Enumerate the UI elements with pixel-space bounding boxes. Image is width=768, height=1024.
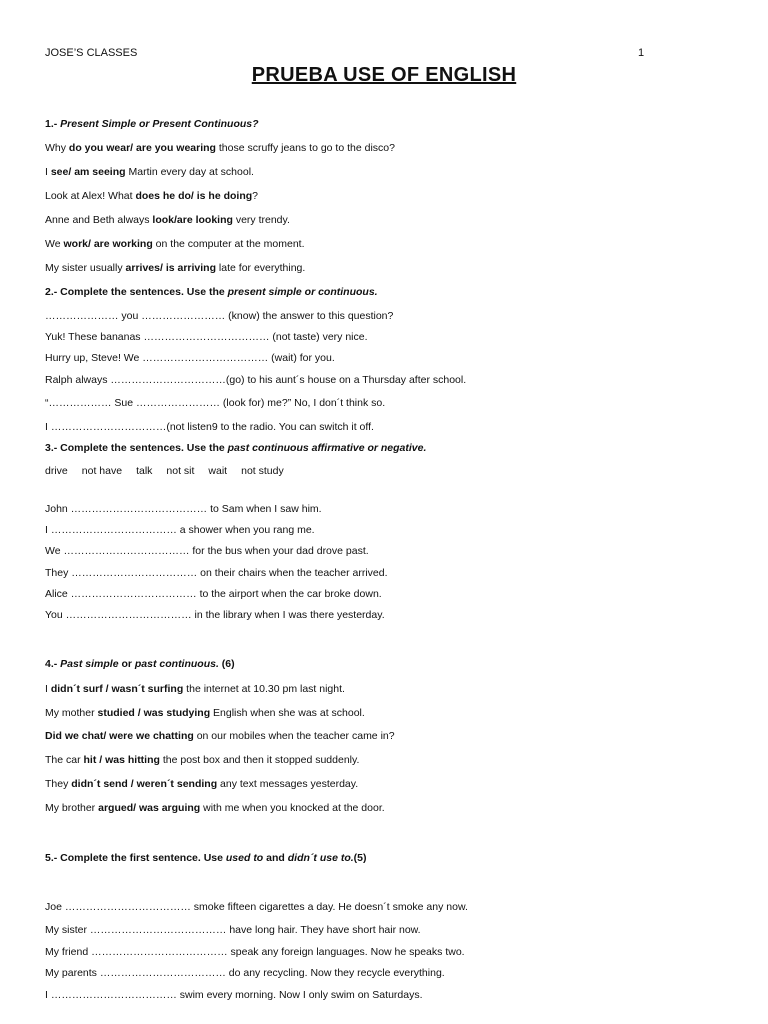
- s3-item-2: I ……………………………… a shower when you rang me.: [45, 524, 315, 536]
- s4-item-1: I didn´t surf / wasn´t surfing the internet at 10.30 pm last night.: [45, 683, 345, 695]
- word-bank-item: not sit: [166, 465, 195, 477]
- s2-item-6: I ……………………………(not listen9 to the radio. You can switch it off.: [45, 421, 374, 433]
- word-bank-item: not have: [81, 465, 123, 477]
- word-bank: [45, 465, 298, 477]
- s2-item-4: Ralph always ……………………………(go) to his aunt´s house on a Thursday after school.: [45, 374, 467, 386]
- s3-item-6: You ……………………………… in the library when I was there yesterday.: [45, 609, 385, 621]
- s1-item-1: Why do you wear/ are you wearing those scruffy jeans to go to the disco?: [45, 142, 395, 154]
- section-1-heading: 1.- Present Simple or Present Continuous?: [45, 118, 259, 130]
- word-bank-item: wait: [208, 465, 228, 477]
- s2-item-2: Yuk! These bananas ……………………………… (not taste) very nice.: [45, 331, 368, 343]
- s2-item-1: ………………… you …………………… (know) the answer to this question?: [45, 310, 394, 322]
- s4-item-5: They didn´t send / weren´t sending any text messages yesterday.: [45, 778, 359, 790]
- section-4-heading: 4.- Past simple or past continuous. (6): [45, 658, 235, 670]
- section-3-heading: 3.- Complete the sentences. Use the past continuous affirmative or negative.: [45, 442, 427, 454]
- s5-item-4: My parents ……………………………… do any recycling. Now they recycle everything.: [45, 967, 445, 979]
- s4-item-3: Did we chat/ were we chatting on our mobiles when the teacher came in?: [45, 730, 395, 742]
- page-number: 1: [638, 47, 645, 59]
- s1-item-4: Anne and Beth always look/are looking very trendy.: [45, 214, 290, 226]
- s1-item-3: Look at Alex! What does he do/ is he doing?: [45, 190, 258, 202]
- s1-item-5: We work/ are working on the computer at the moment.: [45, 238, 305, 250]
- s5-item-3: My friend ………………………………… speak any foreign languages. Now he speaks two.: [45, 946, 465, 958]
- s3-item-4: They ……………………………… on their chairs when the teacher arrived.: [45, 567, 388, 579]
- s1-item-6: My sister usually arrives/ is arriving late for everything.: [45, 262, 306, 274]
- word-bank-item: not study: [241, 465, 284, 477]
- s4-item-6: My brother argued/ was arguing with me when you knocked at the door.: [45, 802, 385, 814]
- header-class-name: JOSE’S CLASSES: [45, 47, 138, 59]
- s2-item-3: Hurry up, Steve! We ……………………………… (wait) for you.: [45, 352, 335, 364]
- word-bank-item: drive: [45, 465, 68, 477]
- s4-item-4: The car hit / was hitting the post box and then it stopped suddenly.: [45, 754, 360, 766]
- s4-item-2: My mother studied / was studying English when she was at school.: [45, 707, 365, 719]
- s1-item-2: I see/ am seeing Martin every day at school.: [45, 166, 254, 178]
- s2-item-5: “……………… Sue …………………… (look for) me?” No, I don´t think so.: [45, 397, 386, 409]
- word-bank-item: talk: [136, 465, 153, 477]
- s5-item-2: My sister ………………………………… have long hair. They have short hair now.: [45, 924, 421, 936]
- s5-item-1: Joe ……………………………… smoke fifteen cigarettes a day. He doesn´t smoke any now.: [45, 901, 468, 913]
- s5-item-5: I ……………………………… swim every morning. Now I only swim on Saturdays.: [45, 989, 423, 1001]
- section-5-heading: 5.- Complete the first sentence. Use used to and didn´t use to.(5): [45, 852, 367, 864]
- page-title: PRUEBA USE OF ENGLISH: [251, 64, 517, 86]
- section-2-heading: 2.- Complete the sentences. Use the present simple or continuous.: [45, 286, 378, 298]
- s3-item-3: We ……………………………… for the bus when your dad drove past.: [45, 545, 369, 557]
- s3-item-1: John ………………………………… to Sam when I saw him.: [45, 503, 322, 515]
- s3-item-5: Alice ……………………………… to the airport when the car broke down.: [45, 588, 382, 600]
